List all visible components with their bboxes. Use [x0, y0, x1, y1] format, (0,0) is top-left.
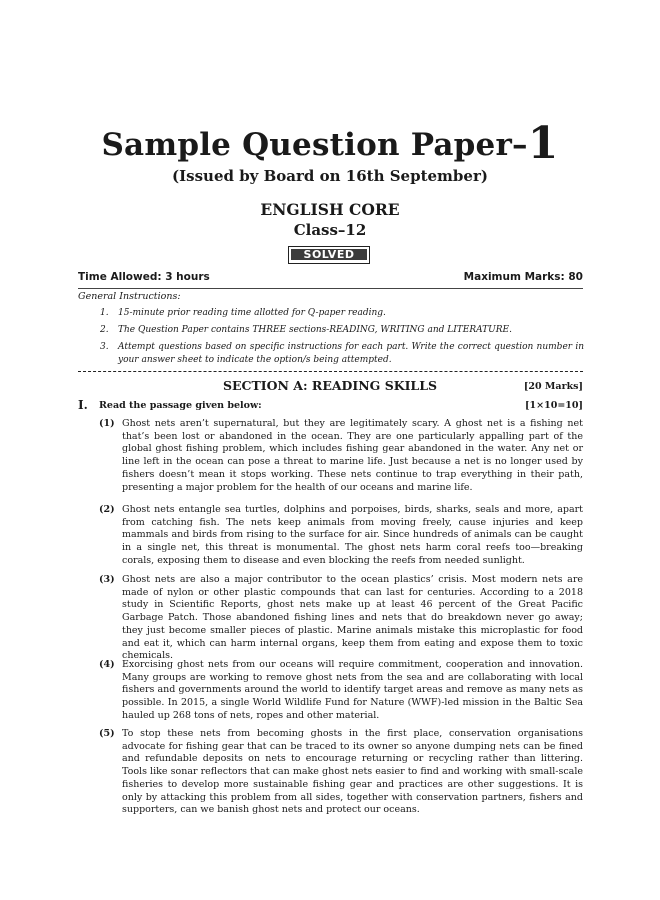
- instruction-number: 3.: [100, 342, 109, 352]
- paragraph-number: (2): [99, 504, 115, 515]
- paragraph-text: Exorcising ghost nets from our oceans will require commitment, cooperation and innovation. Many groups are working to remove ghost nets from the sea and are collaborating with local fishers and governments around the world to identify target areas and remove as many nets as possible. In 2015, a single World Wildlife Fund for Nature (WWF)-led mission in the Baltic Sea hauled up 268 tons of nets, ropes and other material.: [122, 659, 583, 721]
- class-label: Class–12: [293, 221, 367, 239]
- paragraph-text: Ghost nets are also a major contributor to the ocean plastics’ crisis. Most modern nets are made of nylon or other plastic compounds that can last for centuries. According to a 2018 study in Scientific Reports, ghost nets make up at least 46 percent of the Great Pacific Garbage Patch. Those abandoned fishing lines and nets that do breakdown never go away; they just become smaller pieces of plastic. Marine animals mistake this microplastic for food and eat it, which can harm internal organs, keep them from eating and expose them to toxic chemicals.: [122, 574, 583, 662]
- section-heading: SECTION A: READING SKILLS: [222, 378, 438, 393]
- instruction-item: [100, 341, 584, 367]
- passage-paragraph: [99, 504, 583, 568]
- paper-title: [0, 118, 660, 169]
- instructions-heading: General Instructions:: [78, 291, 181, 302]
- paragraph-text: Ghost nets entangle sea turtles, dolphins and porpoises, birds, sharks, seals and more, apart from catching fish. The nets keep animals from moving freely, cause injuries and keep mammals and birds from rising to the surface for air. Since hundreds of animals can be caught in a single net, this threat is monumental. The ghost nets harm coral reefs too—breaking corals, exposing them to disease and even blocking the reefs from needed sunlight.: [122, 504, 583, 566]
- paragraph-number: (3): [99, 574, 115, 585]
- paper-title-number: 1: [527, 118, 559, 169]
- issued-date: (Issued by Board on 16th September): [172, 167, 488, 185]
- paragraph-number: (5): [99, 728, 115, 739]
- instruction-text: The Question Paper contains THREE sections-READING, WRITING and LITERATURE.: [118, 325, 512, 335]
- instruction-number: 2.: [100, 325, 109, 335]
- question-number: I.: [78, 398, 88, 412]
- maximum-marks: Maximum Marks: 80: [463, 271, 583, 283]
- passage-paragraph: [99, 659, 583, 723]
- exam-meta: [78, 271, 583, 285]
- section-marks: [20 Marks]: [523, 381, 583, 392]
- paragraph-text: To stop these nets from becoming ghosts in the first place, conservation organisations advocate for fishing gear that can be traced to its owner so anyone dumping nets can be fined and refundable deposits on nets to encourage returning or recycling rather than littering. Tools like sonar reflectors that can make ghost nets easier to find and working with small-scale fisheries to develop more sustainable fishing gear and practices are other suggestions. It is only by attacking this problem from all sides, together with conservation partners, fishers and supporters, can we banish ghost nets and protect our oceans.: [122, 728, 583, 816]
- instruction-text: 15-minute prior reading time allotted for Q-paper reading.: [118, 308, 386, 318]
- subject-name: ENGLISH CORE: [260, 200, 400, 219]
- solved-badge-label: SOLVED: [291, 249, 367, 260]
- solved-badge: [288, 246, 370, 264]
- passage-paragraph: [99, 728, 583, 817]
- dashed-divider: [78, 371, 583, 372]
- paragraph-text: Ghost nets aren’t supernatural, but they are legitimately scary. A ghost net is a fishing net that’s been lost or abandoned in the ocean. They are one particularly appalling part of the global ghost fishing problem, which includes fishing gear abandoned in the water. Any net or line left in the ocean can pose a threat to marine life. Just because a net is no longer used by fishers doesn’t mean it stops working. These nets continue to trap everything in their path, presenting a major problem for the health of our oceans and marine life.: [122, 418, 583, 493]
- question-text: Read the passage given below:: [99, 400, 262, 411]
- passage-paragraph: [99, 418, 583, 494]
- header-divider: [78, 288, 583, 289]
- passage-paragraph: [99, 574, 583, 663]
- paragraph-number: (1): [99, 418, 115, 429]
- instruction-text: Attempt questions based on specific instructions for each part. Write the correct question number in your answer sheet to indicate the option/s being attempted.: [118, 342, 584, 365]
- instruction-number: 1.: [100, 308, 109, 318]
- instruction-item: [100, 324, 584, 337]
- question-marks: [1×10=10]: [525, 400, 583, 411]
- paper-title-text: Sample Question Paper–: [101, 127, 528, 163]
- paragraph-number: (4): [99, 659, 115, 670]
- time-allowed: Time Allowed: 3 hours: [78, 271, 210, 283]
- instruction-item: [100, 307, 584, 320]
